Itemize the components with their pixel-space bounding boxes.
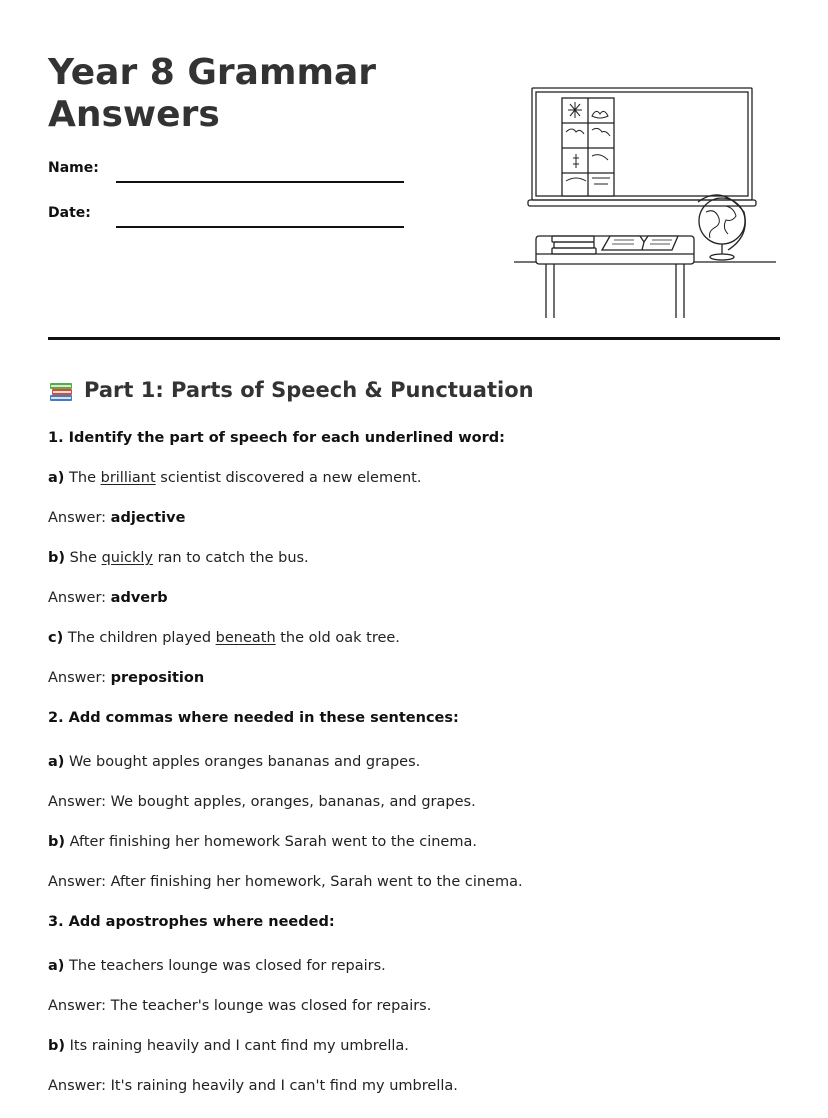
q2-b-answer: Answer: After finishing her homework, Sarah went to the cinema. — [48, 874, 523, 890]
q1-c-answer — [48, 662, 788, 702]
q1-a-marker: a) — [48, 470, 65, 486]
q1-a-answer-value: adjective — [110, 510, 186, 526]
q3-a-answer: Answer: The teacher's lounge was closed for repairs. — [48, 998, 432, 1014]
name-label: Name: — [48, 160, 99, 176]
q1-a-pre: The — [64, 470, 101, 486]
q3-b-sentence — [48, 1030, 788, 1070]
q2-a-marker: a) — [48, 754, 65, 770]
q2-b-text: After finishing her homework Sarah went to the cinema. — [65, 834, 477, 850]
q1-b-underlined-word: quickly — [101, 550, 153, 566]
q2-a-sentence — [48, 746, 788, 786]
q1-b-marker: b) — [48, 550, 66, 566]
q1-a-post: scientist discovered a new element. — [155, 470, 422, 486]
q1-b-answer — [48, 582, 788, 622]
q1-c-pre: The children played — [63, 630, 216, 646]
title-line-2: Answers — [48, 94, 220, 135]
q1-a-answer-label: Answer: — [48, 510, 111, 526]
question-2-prompt: 2. Add commas where needed in these sentences: — [48, 710, 459, 726]
q1-c-sentence — [48, 622, 788, 662]
name-field-line[interactable] — [116, 181, 404, 183]
q3-b-text: Its raining heavily and I cant find my umbrella. — [65, 1038, 409, 1054]
q3-b-answer: Answer: It's raining heavily and I can't find my umbrella. — [48, 1078, 458, 1094]
q2-b-sentence — [48, 826, 788, 866]
q1-b-post: ran to catch the bus. — [152, 550, 309, 566]
q1-a-sentence — [48, 462, 788, 502]
q3-a-sentence — [48, 950, 788, 990]
part-1-heading — [48, 374, 534, 406]
books-icon — [48, 377, 74, 403]
worksheet-title — [48, 52, 468, 136]
q3-a-marker: a) — [48, 958, 65, 974]
date-label: Date: — [48, 205, 91, 221]
q2-b-marker: b) — [48, 834, 66, 850]
question-3-prompt: 3. Add apostrophes where needed: — [48, 914, 335, 930]
q1-b-pre: She — [65, 550, 102, 566]
section-divider — [48, 337, 780, 340]
date-field-line[interactable] — [116, 226, 404, 228]
title-line-1: Year 8 Grammar — [48, 52, 377, 93]
question-1-prompt: 1. Identify the part of speech for each underlined word: — [48, 430, 505, 446]
q1-c-answer-label: Answer: — [48, 670, 111, 686]
q1-c-post: the old oak tree. — [275, 630, 400, 646]
q3-b-marker: b) — [48, 1038, 66, 1054]
q1-b-answer-value: adverb — [110, 590, 168, 606]
q1-a-underlined-word: brilliant — [100, 470, 156, 486]
q3-a-text: The teachers lounge was closed for repairs. — [64, 958, 386, 974]
q1-a-answer — [48, 502, 788, 542]
q1-b-sentence — [48, 542, 788, 582]
q1-c-underlined-word: beneath — [215, 630, 276, 646]
q2-a-text: We bought apples oranges bananas and grapes. — [64, 754, 421, 770]
q1-c-marker: c) — [48, 630, 64, 646]
q2-a-answer: Answer: We bought apples, oranges, bananas, and grapes. — [48, 794, 476, 810]
worksheet-content — [48, 422, 788, 1110]
q1-b-answer-label: Answer: — [48, 590, 111, 606]
part-1-heading-text: Part 1: Parts of Speech & Punctuation — [84, 378, 534, 402]
q1-c-answer-value: preposition — [110, 670, 205, 686]
classroom-illustration — [512, 86, 778, 322]
